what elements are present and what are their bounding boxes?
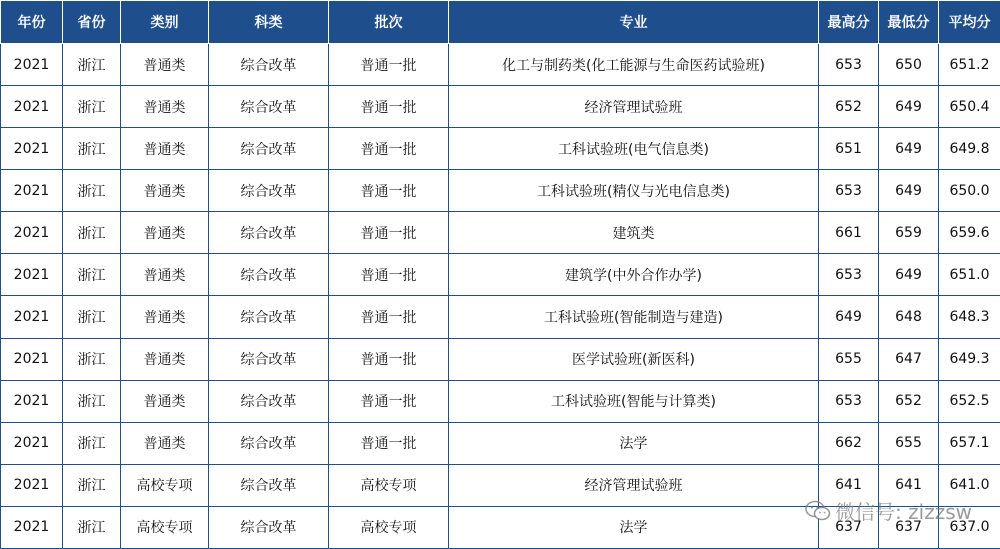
cell-province: 浙江 bbox=[63, 86, 121, 128]
cell-subject: 综合改革 bbox=[209, 338, 329, 380]
cell-min-score: 649 bbox=[879, 254, 939, 296]
cell-batch: 普通一批 bbox=[329, 170, 449, 212]
cell-subject: 综合改革 bbox=[209, 506, 329, 548]
cell-batch: 高校专项 bbox=[329, 464, 449, 506]
cell-category: 普通类 bbox=[121, 338, 209, 380]
cell-subject: 综合改革 bbox=[209, 254, 329, 296]
cell-year: 2021 bbox=[1, 212, 63, 254]
table-row bbox=[1, 506, 1000, 548]
cell-subject: 综合改革 bbox=[209, 128, 329, 170]
cell-avg-score: 657.1 bbox=[939, 422, 1000, 464]
cell-max-score: 661 bbox=[819, 212, 879, 254]
header-batch: 批次 bbox=[329, 1, 449, 44]
cell-subject: 综合改革 bbox=[209, 422, 329, 464]
table-row bbox=[1, 44, 1000, 86]
cell-avg-score: 651.2 bbox=[939, 44, 1000, 86]
cell-year: 2021 bbox=[1, 254, 63, 296]
cell-major: 化工与制药类(化工能源与生命医药试验班) bbox=[449, 44, 819, 86]
cell-batch: 普通一批 bbox=[329, 380, 449, 422]
cell-avg-score: 659.6 bbox=[939, 212, 1000, 254]
cell-max-score: 653 bbox=[819, 380, 879, 422]
cell-category: 普通类 bbox=[121, 128, 209, 170]
cell-max-score: 653 bbox=[819, 254, 879, 296]
cell-province: 浙江 bbox=[63, 212, 121, 254]
cell-subject: 综合改革 bbox=[209, 44, 329, 86]
cell-province: 浙江 bbox=[63, 422, 121, 464]
header-subject: 科类 bbox=[209, 1, 329, 44]
table-row bbox=[1, 212, 1000, 254]
cell-major: 经济管理试验班 bbox=[449, 86, 819, 128]
cell-category: 高校专项 bbox=[121, 464, 209, 506]
cell-subject: 综合改革 bbox=[209, 380, 329, 422]
cell-subject: 综合改革 bbox=[209, 464, 329, 506]
cell-avg-score: 652.5 bbox=[939, 380, 1000, 422]
cell-min-score: 655 bbox=[879, 422, 939, 464]
cell-min-score: 648 bbox=[879, 296, 939, 338]
table-row bbox=[1, 170, 1000, 212]
cell-province: 浙江 bbox=[63, 296, 121, 338]
cell-max-score: 649 bbox=[819, 296, 879, 338]
cell-province: 浙江 bbox=[63, 464, 121, 506]
table-row bbox=[1, 464, 1000, 506]
cell-major: 建筑学(中外合作办学) bbox=[449, 254, 819, 296]
cell-year: 2021 bbox=[1, 296, 63, 338]
cell-subject: 综合改革 bbox=[209, 296, 329, 338]
table-row bbox=[1, 338, 1000, 380]
table-row bbox=[1, 380, 1000, 422]
table-row bbox=[1, 128, 1000, 170]
cell-year: 2021 bbox=[1, 128, 63, 170]
header-min-score: 最低分 bbox=[879, 1, 939, 44]
table-row bbox=[1, 422, 1000, 464]
header-major: 专业 bbox=[449, 1, 819, 44]
cell-avg-score: 637.0 bbox=[939, 506, 1000, 548]
cell-major: 工科试验班(精仪与光电信息类) bbox=[449, 170, 819, 212]
cell-avg-score: 651.0 bbox=[939, 254, 1000, 296]
cell-province: 浙江 bbox=[63, 44, 121, 86]
cell-batch: 普通一批 bbox=[329, 86, 449, 128]
cell-major: 法学 bbox=[449, 422, 819, 464]
header-avg-score: 平均分 bbox=[939, 1, 1000, 44]
cell-max-score: 652 bbox=[819, 86, 879, 128]
cell-max-score: 662 bbox=[819, 422, 879, 464]
cell-avg-score: 649.3 bbox=[939, 338, 1000, 380]
cell-min-score: 649 bbox=[879, 86, 939, 128]
cell-major: 法学 bbox=[449, 506, 819, 548]
cell-max-score: 637 bbox=[819, 506, 879, 548]
cell-batch: 普通一批 bbox=[329, 44, 449, 86]
cell-year: 2021 bbox=[1, 464, 63, 506]
cell-category: 普通类 bbox=[121, 380, 209, 422]
cell-avg-score: 641.0 bbox=[939, 464, 1000, 506]
cell-category: 普通类 bbox=[121, 422, 209, 464]
cell-batch: 普通一批 bbox=[329, 254, 449, 296]
cell-major: 建筑类 bbox=[449, 212, 819, 254]
cell-category: 普通类 bbox=[121, 254, 209, 296]
cell-major: 工科试验班(智能与计算类) bbox=[449, 380, 819, 422]
cell-major: 经济管理试验班 bbox=[449, 464, 819, 506]
table-row bbox=[1, 296, 1000, 338]
cell-min-score: 649 bbox=[879, 128, 939, 170]
header-max-score: 最高分 bbox=[819, 1, 879, 44]
cell-batch: 高校专项 bbox=[329, 506, 449, 548]
header-row bbox=[1, 1, 1000, 44]
cell-year: 2021 bbox=[1, 506, 63, 548]
cell-max-score: 653 bbox=[819, 170, 879, 212]
cell-subject: 综合改革 bbox=[209, 86, 329, 128]
cell-avg-score: 649.8 bbox=[939, 128, 1000, 170]
cell-province: 浙江 bbox=[63, 128, 121, 170]
cell-province: 浙江 bbox=[63, 380, 121, 422]
cell-min-score: 647 bbox=[879, 338, 939, 380]
cell-province: 浙江 bbox=[63, 506, 121, 548]
cell-year: 2021 bbox=[1, 338, 63, 380]
cell-min-score: 659 bbox=[879, 212, 939, 254]
cell-avg-score: 648.3 bbox=[939, 296, 1000, 338]
cell-category: 普通类 bbox=[121, 86, 209, 128]
cell-subject: 综合改革 bbox=[209, 170, 329, 212]
cell-max-score: 653 bbox=[819, 44, 879, 86]
table-header bbox=[1, 1, 1000, 44]
cell-max-score: 655 bbox=[819, 338, 879, 380]
cell-subject: 综合改革 bbox=[209, 212, 329, 254]
cell-category: 高校专项 bbox=[121, 506, 209, 548]
header-year: 年份 bbox=[1, 1, 63, 44]
cell-province: 浙江 bbox=[63, 338, 121, 380]
cell-min-score: 649 bbox=[879, 170, 939, 212]
cell-category: 普通类 bbox=[121, 296, 209, 338]
header-province: 省份 bbox=[63, 1, 121, 44]
cell-batch: 普通一批 bbox=[329, 212, 449, 254]
watermark-text: 微信号: zizzsw bbox=[835, 500, 972, 524]
cell-category: 普通类 bbox=[121, 212, 209, 254]
cell-max-score: 641 bbox=[819, 464, 879, 506]
cell-category: 普通类 bbox=[121, 170, 209, 212]
cell-avg-score: 650.4 bbox=[939, 86, 1000, 128]
cell-min-score: 650 bbox=[879, 44, 939, 86]
cell-batch: 普通一批 bbox=[329, 422, 449, 464]
cell-max-score: 651 bbox=[819, 128, 879, 170]
table-row bbox=[1, 254, 1000, 296]
cell-year: 2021 bbox=[1, 44, 63, 86]
cell-major: 工科试验班(电气信息类) bbox=[449, 128, 819, 170]
table-body bbox=[1, 44, 1000, 549]
cell-province: 浙江 bbox=[63, 254, 121, 296]
cell-category: 普通类 bbox=[121, 44, 209, 86]
cell-year: 2021 bbox=[1, 422, 63, 464]
cell-batch: 普通一批 bbox=[329, 338, 449, 380]
header-category: 类别 bbox=[121, 1, 209, 44]
cell-avg-score: 650.0 bbox=[939, 170, 1000, 212]
cell-year: 2021 bbox=[1, 380, 63, 422]
cell-major: 工科试验班(智能制造与建造) bbox=[449, 296, 819, 338]
cell-year: 2021 bbox=[1, 170, 63, 212]
table-row bbox=[1, 86, 1000, 128]
cell-min-score: 641 bbox=[879, 464, 939, 506]
cell-min-score: 652 bbox=[879, 380, 939, 422]
cell-batch: 普通一批 bbox=[329, 128, 449, 170]
cell-major: 医学试验班(新医科) bbox=[449, 338, 819, 380]
cell-year: 2021 bbox=[1, 86, 63, 128]
cell-province: 浙江 bbox=[63, 170, 121, 212]
cell-min-score: 637 bbox=[879, 506, 939, 548]
cell-batch: 普通一批 bbox=[329, 296, 449, 338]
